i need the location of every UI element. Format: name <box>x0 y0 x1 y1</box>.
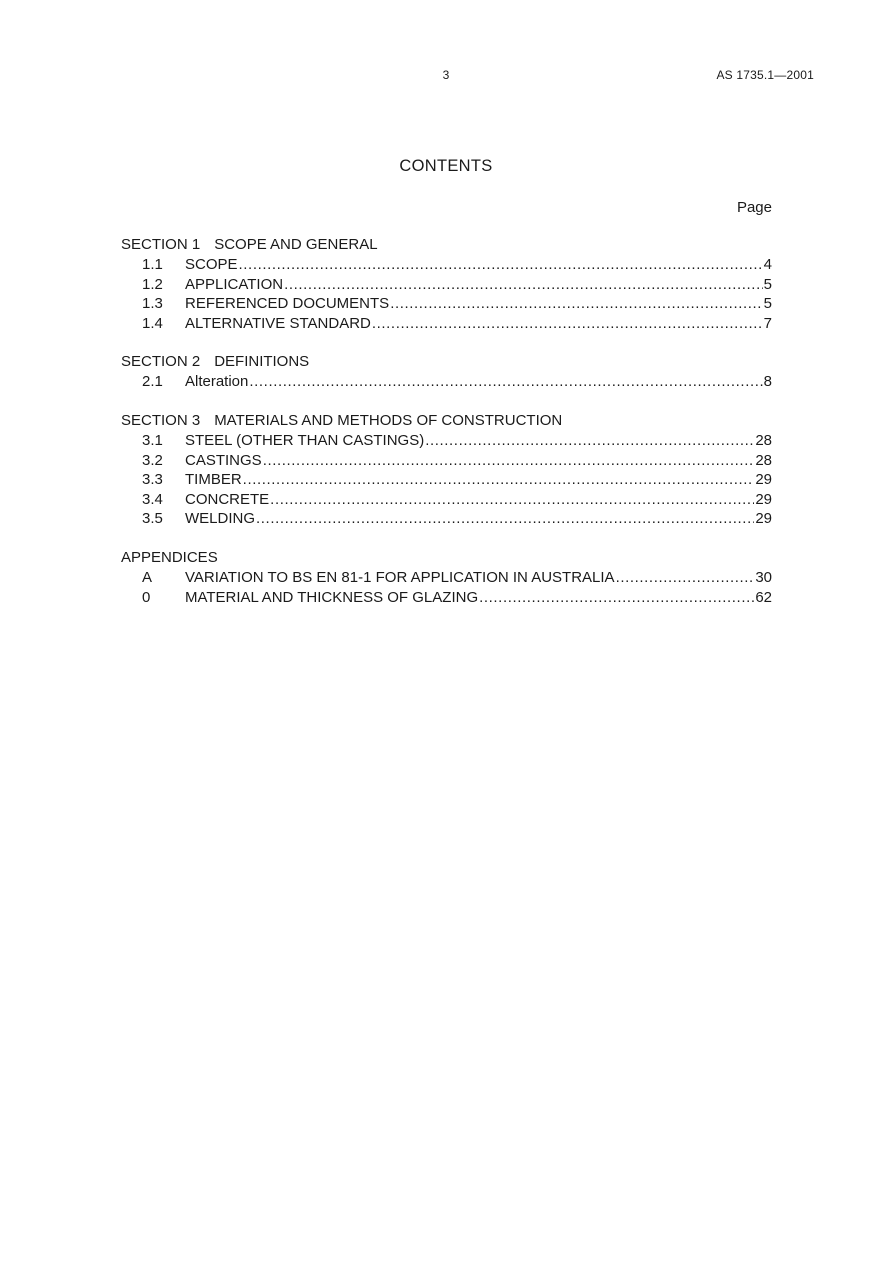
entry-title: Alteration <box>185 373 249 391</box>
entry-number: 2.1 <box>142 373 163 391</box>
dot-leader <box>479 588 754 608</box>
page-number: 3 <box>442 68 450 82</box>
entry-page: 29 <box>755 471 772 489</box>
dot-leader <box>425 431 754 451</box>
dot-leader <box>270 490 754 510</box>
entry-page: 4 <box>763 256 772 273</box>
section-heading[interactable] <box>121 411 772 431</box>
entry-page: 28 <box>755 431 772 449</box>
entry-number: 1.4 <box>142 314 163 332</box>
entry-number: 3.1 <box>142 431 163 449</box>
section-title: DEFINITIONS <box>214 353 310 371</box>
entry-number: 3.4 <box>142 490 163 508</box>
dot-leader <box>390 294 762 314</box>
entry-page: 28 <box>755 451 772 469</box>
document-id: AS 1735.1—2001 <box>716 68 814 82</box>
entry-title: TIMBER <box>185 471 242 489</box>
entry-page: 62 <box>755 588 772 606</box>
section-heading[interactable] <box>121 352 772 372</box>
toc-entry[interactable] <box>121 470 772 490</box>
toc-entry[interactable] <box>121 275 772 295</box>
section-label: SECTION 3 <box>121 411 201 429</box>
entry-number: 1.3 <box>142 295 163 313</box>
section-heading[interactable] <box>121 548 772 568</box>
dot-leader <box>616 568 755 588</box>
entry-number: A <box>142 568 153 586</box>
table-of-contents <box>121 235 772 626</box>
toc-entry[interactable] <box>121 509 772 529</box>
toc-entry[interactable] <box>121 314 772 334</box>
section-heading[interactable] <box>121 235 772 255</box>
entry-title: CONCRETE <box>185 490 270 508</box>
entry-title: CASTINGS <box>185 451 262 469</box>
dot-leader <box>256 509 754 529</box>
section-label: SECTION 2 <box>121 353 201 371</box>
dot-leader <box>249 372 762 392</box>
section-title: MATERIALS AND METHODS OF CONSTRUCTION <box>214 411 563 429</box>
entry-number: 1.1 <box>142 256 163 273</box>
entry-title: SCOPE <box>185 256 238 273</box>
entry-title: ALTERNATIVE STANDARD <box>185 314 371 332</box>
toc-entry[interactable] <box>121 451 772 471</box>
toc-entry[interactable] <box>121 372 772 392</box>
entry-number: 3.3 <box>142 471 163 489</box>
dot-leader <box>239 255 763 275</box>
entry-title: VARIATION TO BS EN 81-1 FOR APPLICATION IN AUSTRALIA <box>185 568 615 586</box>
toc-section-2 <box>121 352 772 392</box>
entry-number: 3.5 <box>142 510 163 528</box>
entry-page: 5 <box>763 275 772 293</box>
entry-number: 0 <box>142 588 151 606</box>
dot-leader <box>284 275 763 295</box>
entry-page: 7 <box>763 314 772 332</box>
toc-entry[interactable] <box>121 568 772 588</box>
entry-page: 29 <box>755 510 772 528</box>
entry-page: 5 <box>763 295 772 313</box>
entry-title: STEEL (OTHER THAN CASTINGS) <box>185 431 425 449</box>
toc-entry[interactable] <box>121 431 772 451</box>
dot-leader <box>243 470 755 490</box>
entry-title: APPLICATION <box>185 275 284 293</box>
page-column-label: Page <box>736 199 772 216</box>
entry-title: WELDING <box>185 510 256 528</box>
toc-appendices <box>121 548 772 607</box>
toc-entry[interactable] <box>121 294 772 314</box>
entry-page: 29 <box>755 490 772 508</box>
entry-page: 8 <box>763 373 772 391</box>
dot-leader <box>263 451 755 471</box>
entry-page: 30 <box>755 568 772 586</box>
toc-section-3 <box>121 411 772 529</box>
section-title: SCOPE AND GENERAL <box>214 236 378 253</box>
toc-entry[interactable] <box>121 255 772 275</box>
toc-entry[interactable] <box>121 490 772 510</box>
toc-entry[interactable] <box>121 588 772 608</box>
entry-number: 1.2 <box>142 275 163 293</box>
section-label: APPENDICES <box>121 548 218 566</box>
section-label: SECTION 1 <box>121 236 201 253</box>
entry-number: 3.2 <box>142 451 163 469</box>
entry-title: MATERIAL AND THICKNESS OF GLAZING <box>185 588 479 606</box>
contents-title: CONTENTS <box>399 157 493 175</box>
entry-title: REFERENCED DOCUMENTS <box>185 295 390 313</box>
toc-section-1 <box>121 235 772 333</box>
dot-leader <box>372 314 763 334</box>
